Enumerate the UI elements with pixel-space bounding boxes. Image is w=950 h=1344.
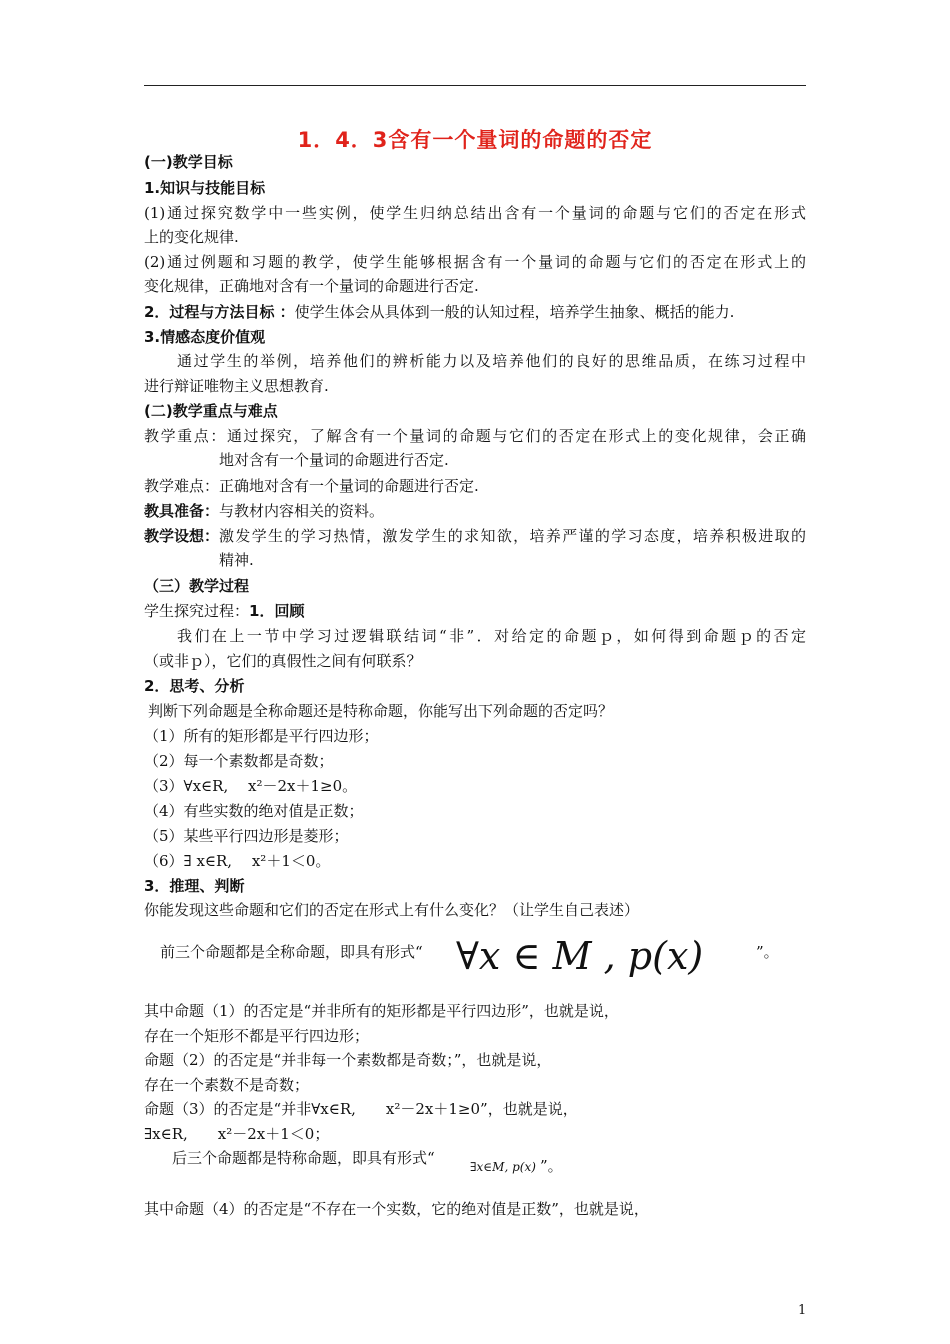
paragraph-line: 其中命题（1）的否定是“并非所有的矩形都是平行四边形”，也就是说， — [144, 1002, 619, 1020]
review-heading: 1．回顾 — [249, 602, 305, 620]
review-line — [144, 601, 304, 621]
forall-form-prefix: 前三个命题都是全称命题，即具有形式“ — [160, 943, 423, 961]
design-label: 教学设想： — [144, 527, 220, 545]
review-prefix: 学生探究过程： — [144, 602, 250, 620]
paragraph-line: 存在一个矩形不都是平行四边形； — [144, 1027, 370, 1045]
paragraph-line: 存在一个素数不是奇数； — [144, 1076, 310, 1094]
tools-label: 教具准备： — [144, 502, 220, 520]
subheading-attitude: 3.情感态度价值观 — [144, 328, 266, 346]
header-rule — [144, 85, 806, 86]
paragraph-line: 判断下列命题是全称命题还是特称命题，你能写出下列命题的否定吗？ — [148, 702, 614, 720]
paragraph-line: 命题（3）的否定是“并非∀x∈R, x²－2x＋1≥0”，也就是说， — [144, 1100, 578, 1118]
paragraph-line: 命题（2）的否定是“并非每一个素数都是奇数；”，也就是说， — [144, 1051, 552, 1069]
section-heading-keypoints: (二)教学重点与难点 — [144, 402, 278, 420]
page-number: 1 — [798, 1303, 807, 1318]
page-title: 1．4．3含有一个量词的命题的否定 — [297, 128, 653, 152]
difficulty-line: 教学难点：正确地对含有一个量词的命题进行否定. — [144, 477, 479, 495]
tools-text: 与教材内容相关的资料。 — [219, 502, 385, 520]
subheading-knowledge: 1.知识与技能目标 — [144, 179, 266, 197]
paragraph-line: 通过学生的举例，培养他们的辨析能力以及培养他们的良好的思维品质，在练习过程中 — [177, 352, 806, 370]
forall-form-suffix: ”。 — [756, 943, 779, 961]
tools-line — [144, 501, 384, 521]
subheading-think: 2．思考、分析 — [144, 677, 245, 695]
paragraph-line: ∃x∈R, x²－2x＋1＜0； — [144, 1125, 330, 1143]
forall-formula: ∀x ∈ M , p(x) — [456, 934, 704, 978]
key-point-line: 地对含有一个量词的命题进行否定. — [219, 451, 449, 469]
list-item: （4）有些实数的绝对值是正数； — [144, 802, 364, 820]
paragraph-line: 进行辩证唯物主义思想教育. — [144, 377, 329, 395]
paragraph-line: 我们在上一节中学习过逻辑联结词“非”．对给定的命题ｐ，如何得到命题ｐ的否定 — [177, 627, 806, 645]
paragraph-line: 变化规律，正确地对含有一个量词的命题进行否定. — [144, 277, 479, 295]
list-item: （5）某些平行四边形是菱形； — [144, 827, 349, 845]
paragraph-line: 你能发现这些命题和它们的否定在形式上有什么变化？（让学生自己表述） — [144, 901, 640, 919]
section-heading-objectives: (一)教学目标 — [144, 153, 233, 171]
process-text: 使学生体会从具体到一般的认知过程，培养学生抽象、概括的能力. — [294, 303, 735, 321]
key-point-line: 教学重点：通过探究，了解含有一个量词的命题与它们的否定在形式上的变化规律，会正确 — [144, 427, 806, 445]
list-item: （1）所有的矩形都是平行四边形； — [144, 727, 379, 745]
subheading-reason: 3．推理、判断 — [144, 877, 245, 895]
design-line: 精神. — [219, 551, 254, 569]
design-text: 激发学生的学习热情，激发学生的求知欲，培养严谨的学习态度，培养积极进取的 — [219, 527, 806, 545]
paragraph-line: (1)通过探究数学中一些实例，使学生归纳总结出含有一个量词的命题与它们的否定在形式 — [144, 204, 806, 222]
paragraph-line: 其中命题（4）的否定是“不存在一个实数，它的绝对值是正数”，也就是说， — [144, 1200, 649, 1218]
subheading-process: 2．过程与方法目标 ： — [144, 303, 295, 321]
list-item: （3）∀x∈R, x²－2x＋1≥0。 — [144, 777, 358, 795]
list-item: （2）每一个素数都是奇数； — [144, 752, 334, 770]
paragraph-line: (2)通过例题和习题的教学，使学生能够根据含有一个量词的命题与它们的否定在形式上的 — [144, 253, 806, 271]
paragraph-line: （或非ｐ），它们的真假性之间有何联系？ — [144, 652, 422, 670]
list-item: （6）∃ x∈R, x²＋1＜0。 — [144, 852, 331, 870]
exists-formula: ∃x∈M, p(x) — [470, 1160, 536, 1174]
paragraph-line: 上的变化规律. — [144, 228, 239, 246]
design-line — [144, 526, 806, 546]
section-heading-process: （三）教学过程 — [144, 577, 250, 595]
process-method-line — [144, 302, 734, 322]
exists-form-prefix: 后三个命题都是特称命题，即具有形式“ — [172, 1149, 435, 1167]
exists-form-suffix: ”。 — [540, 1157, 563, 1175]
